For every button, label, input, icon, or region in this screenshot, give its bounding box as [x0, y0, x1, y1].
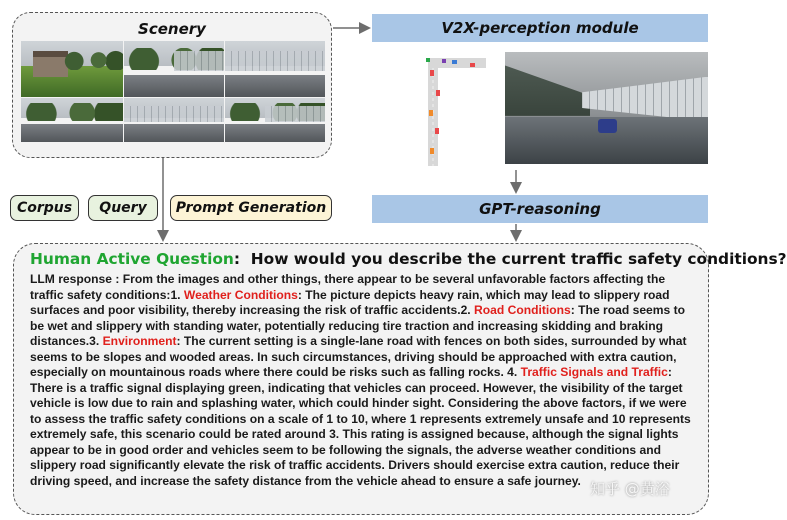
human-active-question [30, 250, 787, 268]
question-label: Human Active Question [30, 250, 234, 268]
gpt-reasoning-module: GPT-reasoning [372, 195, 708, 223]
llm-response-text [30, 272, 694, 489]
prompt-generation-input: Prompt Generation [170, 195, 332, 221]
heading-traffic-signals: Traffic Signals and Traffic [520, 365, 668, 379]
response-intro: LLM response : From the images and other things, there appear to be several unfavorable factors affecting the traffic safety conditions:1. [30, 272, 666, 302]
question-text: How would you describe the current traffic safety conditions? [250, 250, 787, 268]
heading-environment: Environment [102, 334, 177, 348]
response-traffic: : There is a traffic signal displaying green, indicating that vehicles can proceed. However, the visibility of the target vehicle is low due to rain and splashing water, which could hinder sight. Considering the above factors, if we were to assess the traffic safety conditions on a scale of 1 to 10, where 1 represents extremely unsafe and 10 represents extremely safe, this scenario could be rated around 3. This rating is assigned because, although the signal lights appear to be in good order and vehicles seem to be following the signals, the adverse weather conditions and slippery road significantly elevate the risk of traffic accidents. Drivers should exercise extra caution, reduce their driving speed, and increase the safety distance from the vehicle ahead to ensure a safe journey. [30, 365, 691, 488]
query-input: Query [88, 195, 158, 221]
scenery-thumbnail-road-2 [225, 41, 325, 97]
heading-road-conditions: Road Conditions [474, 303, 571, 317]
v2x-camera-image [505, 52, 708, 164]
watermark: 知乎 @黄浴 [590, 480, 670, 498]
heading-weather-conditions: Weather Conditions [183, 287, 298, 302]
response-road: : The road seems to be wet and slippery with standing water, potentially reducing tire traction and increasing skidding and braking distances.3. [30, 303, 686, 348]
response-weather: : The picture depicts heavy rain, which may lead to slippery road surfaces and poor visibility, thereby increasing the risk of traffic accidents.2. [30, 287, 670, 317]
scenery-title: Scenery [138, 20, 206, 38]
question-separator: : [233, 250, 241, 268]
scenery-thumbnail-rain-1 [21, 98, 123, 142]
llm-response-panel [13, 243, 787, 515]
scenery-thumbnail-road-1 [124, 41, 224, 97]
v2x-perception-module: V2X-perception module [372, 14, 708, 42]
corpus-input: Corpus [10, 195, 79, 221]
scenery-thumbnail-rain-3 [225, 98, 325, 142]
scenery-thumbnail-rain-2 [124, 98, 224, 142]
scenery-thumbnail-village [21, 41, 123, 97]
response-environment: : The current setting is a single-lane road with fences on both sides, surrounded by what seems to be slopes and wooded areas. In such circumstances, driving should be approached with extra caution, especially on mountainous roads where there could be risks such as falling rocks. 4. [30, 334, 687, 379]
v2x-road-map [412, 50, 488, 168]
scenery-panel [12, 12, 332, 158]
